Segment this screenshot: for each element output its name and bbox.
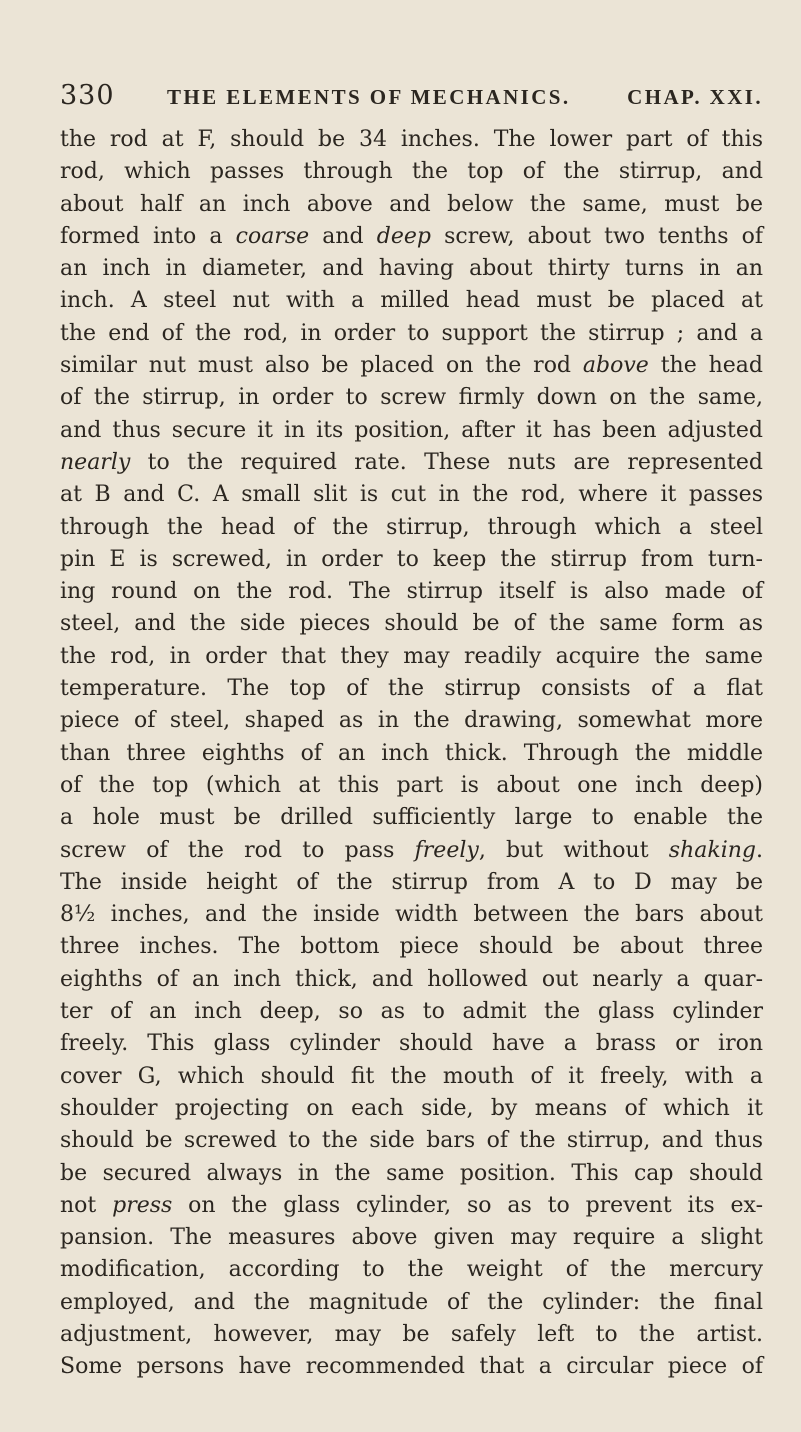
- text-segment: pansion. The measures above given may require a slight: [60, 1225, 763, 1251]
- text-segment: and: [309, 223, 377, 249]
- page-number: 330: [60, 80, 115, 111]
- text-line: [60, 415, 763, 447]
- text-line: [60, 705, 763, 737]
- italic-text: nearly: [60, 449, 131, 475]
- text-segment: ter of an inch deep, so as to admit the glass cylinder: [60, 999, 763, 1025]
- text-segment: adjustment, however, may be safely left to the artist.: [60, 1321, 763, 1347]
- text-line: [60, 1254, 763, 1286]
- text-segment: not: [60, 1192, 113, 1218]
- text-segment: of the top (which at this part is about one inch deep): [60, 772, 763, 798]
- text-segment: rod, which passes through the top of the stirrup, and: [60, 159, 763, 185]
- text-line: [60, 512, 763, 544]
- text-segment: similar nut must also be placed on the rod: [60, 353, 583, 379]
- text-line: [60, 641, 763, 673]
- italic-text: freely: [414, 837, 479, 863]
- text-segment: Some persons have recommended that a circular piece of: [60, 1354, 763, 1380]
- text-line: [60, 802, 763, 834]
- text-line: [60, 447, 763, 479]
- text-segment: formed into a: [60, 223, 236, 249]
- text-line: [60, 770, 763, 802]
- text-segment: than three eighths of an inch thick. Through the middle: [60, 740, 763, 766]
- text-line: [60, 576, 763, 608]
- text-line: [60, 835, 763, 867]
- text-line: [60, 350, 763, 382]
- text-line: [60, 1319, 763, 1351]
- text-segment: temperature. The top of the stirrup consists of a flat: [60, 676, 763, 702]
- text-line: [60, 156, 763, 188]
- running-title: THE ELEMENTS OF MECHANICS.: [167, 85, 571, 109]
- text-line: [60, 189, 763, 221]
- text-line: [60, 1190, 763, 1222]
- body-text: [60, 124, 763, 1384]
- text-segment: , but without: [478, 837, 669, 863]
- text-line: [60, 608, 763, 640]
- text-line: [60, 318, 763, 350]
- text-segment: the head: [648, 353, 763, 379]
- text-segment: eighths of an inch thick, and hollowed out nearly a quar-: [60, 966, 763, 992]
- running-head: [60, 80, 763, 116]
- text-line: [60, 964, 763, 996]
- text-line: [60, 931, 763, 963]
- italic-text: deep: [376, 223, 431, 249]
- text-segment: on the glass cylinder, so as to prevent its ex-: [172, 1192, 763, 1218]
- text-line: [60, 1287, 763, 1319]
- text-segment: The inside height of the stirrup from A to D may be: [60, 869, 763, 895]
- text-segment: and thus secure it in its position, after it has been adjusted: [60, 417, 763, 443]
- italic-text: coarse: [235, 223, 310, 249]
- text-segment: 8½ inches, and the inside width between the bars about: [60, 902, 763, 928]
- text-segment: an inch in diameter, and having about thirty turns in an: [60, 256, 763, 282]
- text-line: [60, 382, 763, 414]
- italic-text: above: [582, 353, 649, 379]
- text-line: [60, 1158, 763, 1190]
- text-line: [60, 285, 763, 317]
- text-segment: about half an inch above and below the same, must be: [60, 191, 763, 217]
- text-segment: screw, about two tenths of: [430, 223, 763, 249]
- text-line: [60, 1351, 763, 1383]
- text-segment: inch. A steel nut with a milled head must be placed at: [60, 288, 763, 314]
- text-segment: modification, according to the weight of the mercury: [60, 1257, 763, 1283]
- text-line: [60, 738, 763, 770]
- text-segment: the rod at F, should be 34 inches. The lower part of this: [60, 127, 763, 152]
- text-line: [60, 899, 763, 931]
- text-segment: cover G, which should fit the mouth of it freely, with a: [60, 1063, 763, 1089]
- text-segment: .: [756, 837, 763, 863]
- italic-text: press: [112, 1192, 173, 1218]
- text-line: [60, 867, 763, 899]
- text-line: [60, 1061, 763, 1093]
- text-line: [60, 253, 763, 285]
- text-segment: pin E is screwed, in order to keep the stirrup from turn-: [60, 546, 763, 572]
- text-segment: to the required rate. These nuts are represented: [130, 449, 763, 475]
- text-segment: a hole must be drilled sufficiently large to enable the: [60, 805, 763, 831]
- text-segment: be secured always in the same position. This cap should: [60, 1160, 763, 1186]
- text-segment: the end of the rod, in order to support the stirrup ; and a: [60, 320, 763, 346]
- text-line: [60, 221, 763, 253]
- text-segment: ing round on the rod. The stirrup itself is also made of: [60, 579, 763, 605]
- text-line: [60, 1093, 763, 1125]
- text-line: [60, 673, 763, 705]
- text-segment: steel, and the side pieces should be of the same form as: [60, 611, 763, 637]
- text-line: [60, 996, 763, 1028]
- text-segment: employed, and the magnitude of the cylinder: the final: [60, 1289, 763, 1315]
- text-line: [60, 124, 763, 156]
- italic-text: shaking: [668, 837, 756, 863]
- text-line: [60, 479, 763, 511]
- text-segment: of the stirrup, in order to screw firmly down on the same,: [60, 385, 763, 411]
- text-line: [60, 1222, 763, 1254]
- text-segment: through the head of the stirrup, through which a steel: [60, 514, 763, 540]
- text-segment: shoulder projecting on each side, by means of which it: [60, 1095, 763, 1121]
- text-segment: freely. This glass cylinder should have a brass or iron: [60, 1031, 763, 1057]
- text-segment: three inches. The bottom piece should be about three: [60, 934, 763, 960]
- text-segment: should be screwed to the side bars of the stirrup, and thus: [60, 1128, 763, 1154]
- text-segment: screw of the rod to pass: [60, 837, 415, 863]
- text-line: [60, 1125, 763, 1157]
- text-segment: piece of steel, shaped as in the drawing, somewhat more: [60, 708, 763, 734]
- text-line: [60, 1028, 763, 1060]
- text-segment: at B and C. A small slit is cut in the rod, where it passes: [60, 482, 763, 508]
- text-segment: the rod, in order that they may readily acquire the same: [60, 643, 763, 669]
- chapter-label: CHAP. XXI.: [627, 85, 763, 109]
- text-line: [60, 544, 763, 576]
